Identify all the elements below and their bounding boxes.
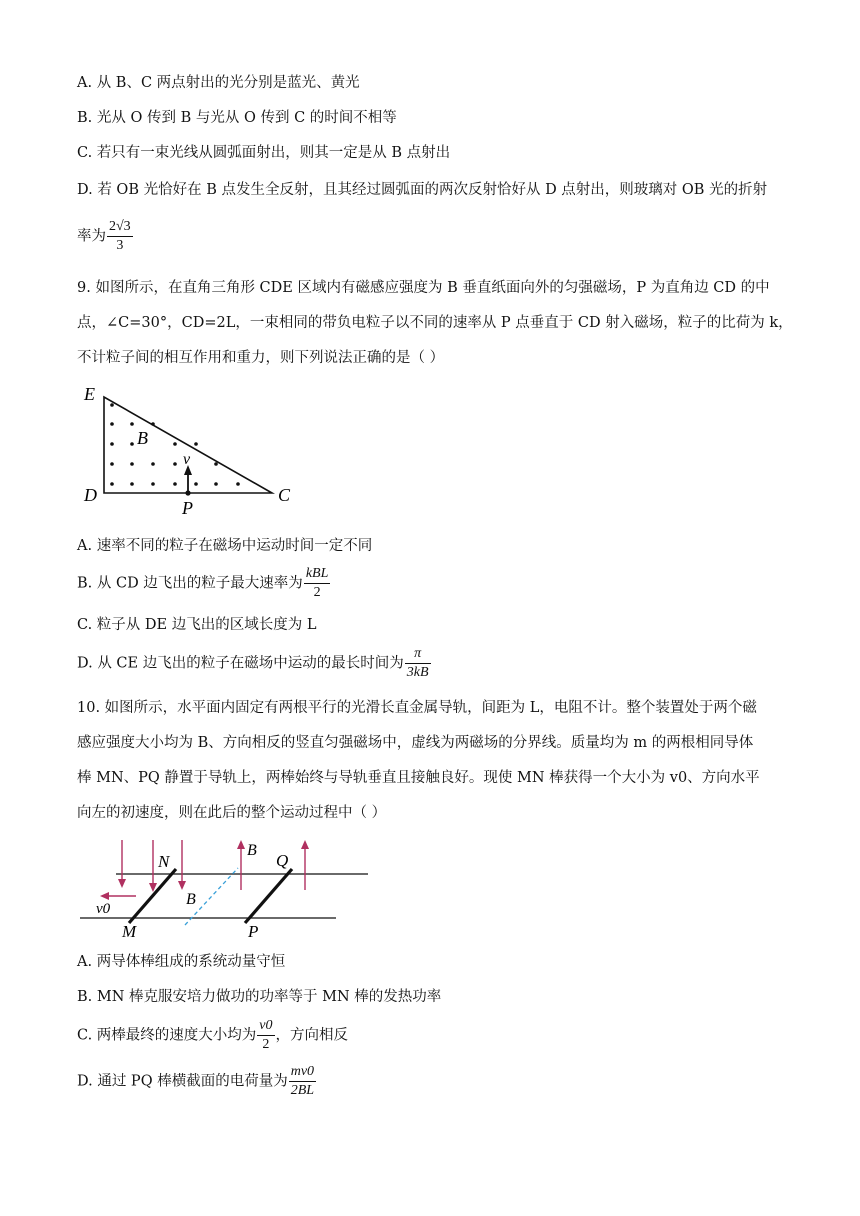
fraction-denominator: 2	[313, 585, 321, 600]
q8-option-d-line1: D. 若 OB 光恰好在 B 点发生全反射，且其经过圆弧面的两次反射恰好从 D 点射出，则玻璃对 OB 光的折射	[77, 182, 768, 198]
magnetic-field-dots	[110, 403, 240, 486]
label-n: N	[158, 852, 170, 871]
q9-option-b-fraction	[304, 565, 331, 602]
label-b: B	[137, 428, 148, 448]
label-p-rod: P	[248, 922, 259, 941]
q10-option-c-text: C. 两棒最终的速度大小均为	[77, 1027, 257, 1044]
q9-option-c: C. 粒子从 DE 边飞出的区域长度为 L	[77, 617, 317, 633]
q10-option-c	[77, 1017, 348, 1054]
q8-option-c: C. 若只有一束光线从圆弧面射出，则其一定是从 B 点射出	[77, 145, 451, 161]
fraction-numerator: kBL	[304, 565, 331, 584]
label-d: D	[84, 485, 97, 505]
q10-stem-line3: 棒 MN、PQ 静置于导轨上，两棒始终与导轨垂直且接触良好。现使 MN 棒获得一个大小为 v0、方向水平	[77, 770, 760, 786]
q9-option-d-fraction	[405, 645, 431, 682]
q8-option-a: A. 从 B、C 两点射出的光分别是蓝光、黄光	[77, 75, 360, 91]
v0-arrowhead	[100, 892, 109, 900]
point-p-dot	[185, 490, 190, 495]
fraction-denominator: 3	[116, 238, 124, 253]
q9-option-d-text: D. 从 CE 边飞出的粒子在磁场中运动的最长时间为	[77, 655, 404, 672]
q10-option-a: A. 两导体棒组成的系统动量守恒	[77, 954, 286, 970]
q10-rails-figure	[78, 836, 378, 946]
fraction-denominator: 3kB	[406, 665, 429, 680]
q9-stem-line2: 点，∠C=30°，CD=2L，一束相同的带负电粒子以不同的速率从 P 点垂直于 CD 射入磁场，粒子的比荷为 k，	[77, 315, 793, 331]
q10-option-c-fraction	[257, 1017, 274, 1054]
q10-option-d	[77, 1063, 317, 1100]
q10-stem-line1: 10. 如图所示，水平面内固定有两根平行的光滑长直金属导轨，间距为 L，电阻不计。整个装置处于两个磁	[77, 700, 757, 716]
downward-arrowheads	[118, 879, 186, 892]
label-v0: v0	[96, 901, 111, 917]
fraction-denominator: 2	[262, 1037, 270, 1052]
fraction-numerator: v0	[257, 1017, 274, 1036]
fraction-numerator: π	[405, 645, 431, 664]
label-m: M	[122, 922, 137, 941]
q9-stem-line3: 不计粒子间的相互作用和重力，则下列说法正确的是（ ）	[77, 350, 445, 366]
q8-option-d-line2	[77, 218, 134, 255]
label-p: P	[182, 498, 193, 518]
label-b-up: B	[247, 842, 257, 859]
q8-option-d-fraction	[107, 218, 133, 255]
q9-option-b-text: B. 从 CD 边飞出的粒子最大速率为	[77, 575, 303, 592]
label-b-down: B	[186, 891, 196, 908]
q10-option-b: B. MN 棒克服安培力做功的功率等于 MN 棒的发热功率	[77, 989, 442, 1005]
fraction-numerator: mv0	[289, 1063, 316, 1082]
q10-option-c-suffix: ，方向相反	[275, 1027, 349, 1044]
q10-stem-line2: 感应强度大小均为 B、方向相反的竖直匀强磁场中，虚线为两磁场的分界线。质量均为 m 的两根相同导体	[77, 735, 754, 751]
q9-stem-line1: 9. 如图所示，在直角三角形 CDE 区域内有磁感应强度为 B 垂直纸面向外的匀强磁场，P 为直角边 CD 的中	[77, 280, 770, 296]
label-q: Q	[276, 851, 289, 870]
q8-option-b: B. 光从 O 传到 B 与光从 O 传到 C 的时间不相等	[77, 110, 397, 126]
q10-option-d-fraction	[289, 1063, 316, 1100]
label-v: v	[183, 451, 191, 468]
fraction-numerator: 2√3	[107, 218, 133, 237]
q9-option-a: A. 速率不同的粒子在磁场中运动时间一定不同	[77, 538, 373, 554]
q10-option-d-text: D. 通过 PQ 棒横截面的电荷量为	[77, 1073, 288, 1090]
rod-pq	[245, 869, 292, 923]
label-c: C	[278, 485, 291, 505]
fraction-denominator: 2BL	[290, 1083, 315, 1098]
q8-option-d-text: 率为	[77, 228, 106, 245]
q9-option-b	[77, 565, 331, 602]
q9-option-d	[77, 645, 432, 682]
q10-stem-line4: 向左的初速度，则在此后的整个运动过程中（ ）	[77, 805, 387, 821]
q9-triangle-figure	[78, 380, 308, 520]
downward-field-arrows	[122, 840, 182, 886]
label-e: E	[84, 384, 95, 404]
